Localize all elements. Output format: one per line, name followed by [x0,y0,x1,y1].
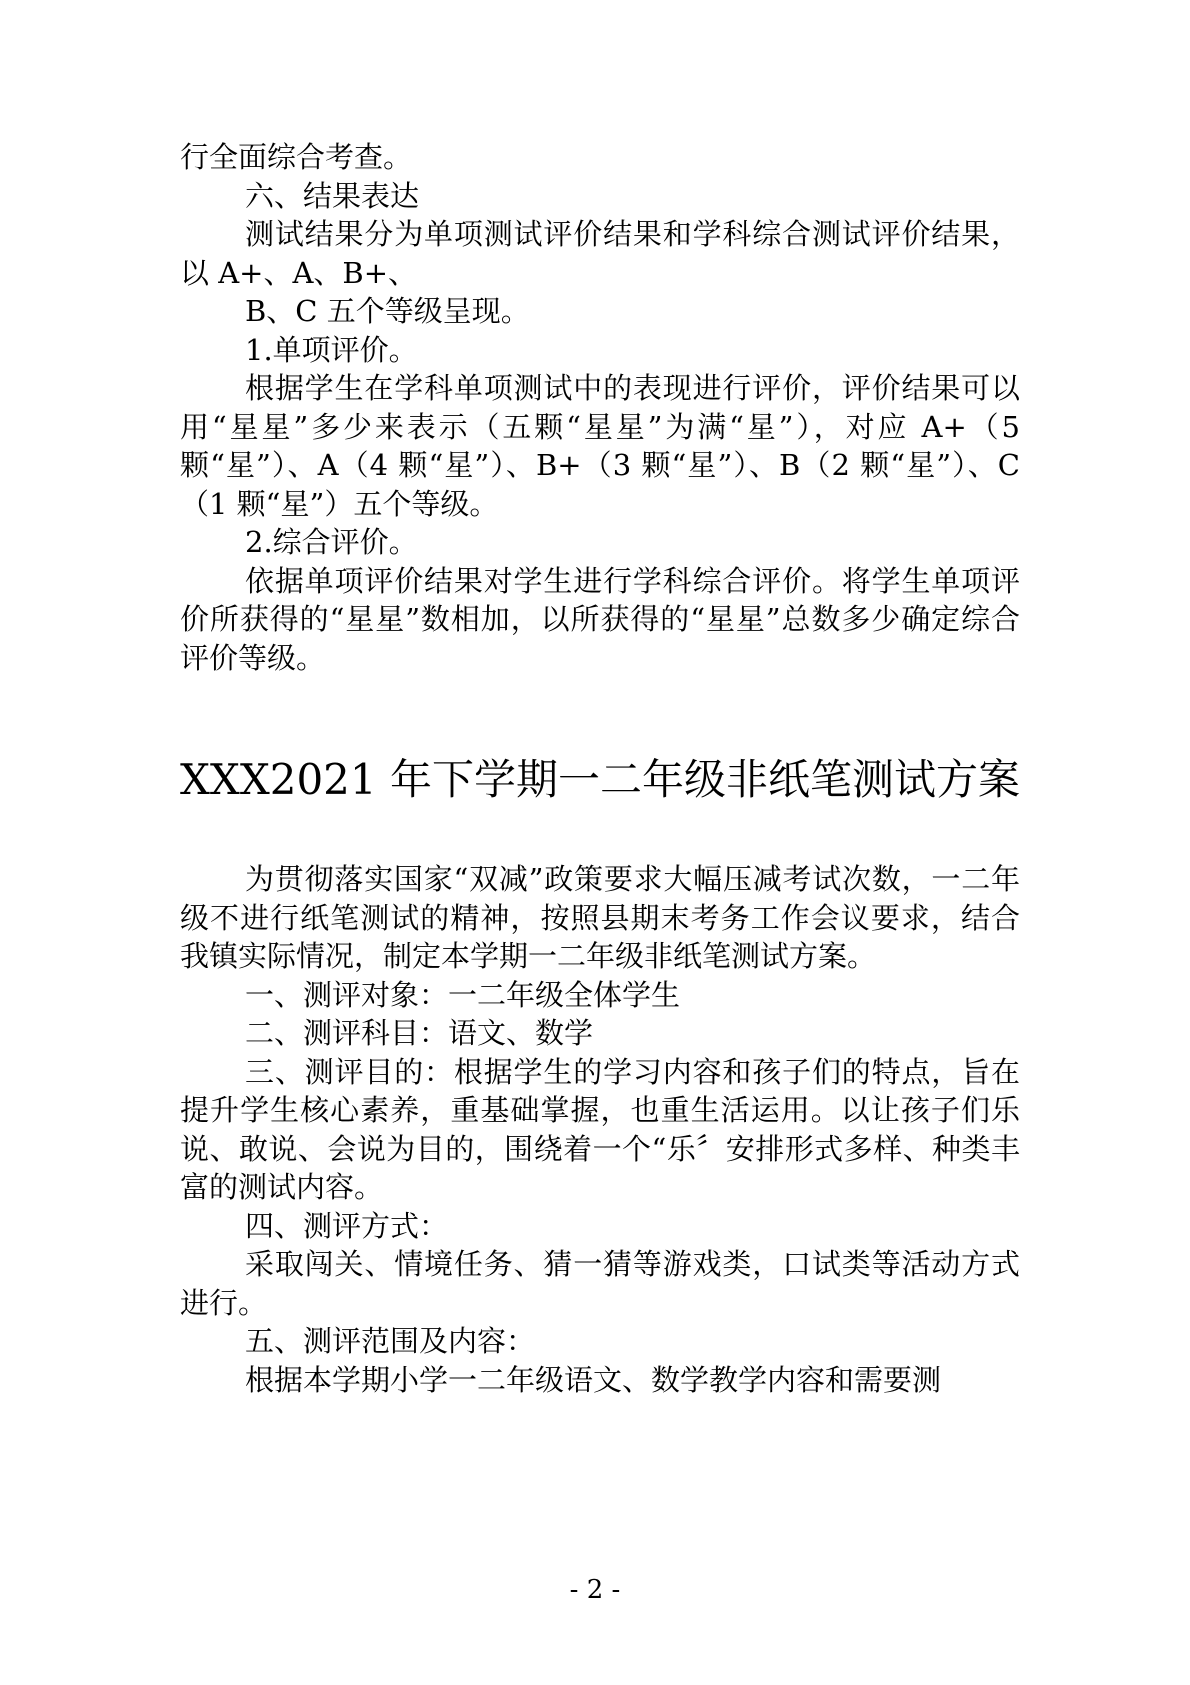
paragraph: 根据本学期小学一二年级语文、数学教学内容和需要测 [245,1362,942,1397]
section-heading: 四、测评方式： [245,1208,449,1243]
section-heading: 二、测评科目：语文、数学 [245,1016,594,1050]
previous-section-body [180,138,1020,677]
section-heading: 一、测评对象：一二年级全体学生 [245,977,681,1012]
page-number: - 2 - [569,1575,621,1605]
paragraph: 行全面综合考查。 [180,140,413,174]
section-heading: 五、测评范围及内容： [245,1324,536,1358]
subsection-heading: 1.单项评价。 [245,332,418,367]
plan-body [180,860,1020,1399]
paragraph: 测试结果分为单项测试评价结果和学科综合测试评价结果，以 A+、A、B+、 [180,217,1020,290]
paragraph: 依据单项评价结果对学生进行学科综合评价。将学生单项评价所获得的“星星”数相加，以所获得的“星星”总数多少确定综合评价等级。 [180,563,1020,675]
section-heading: 六、结果表达 [245,178,420,213]
paragraph: 三、测评目的：根据学生的学习内容和孩子们的特点，旨在提升学生核心素养，重基础掌握，也重生活运用。以让孩子们乐说、敢说、会说为目的，围绕着一个“乐〞安排形式多样、种类丰富的测试内容。 [180,1054,1020,1204]
paragraph: 为贯彻落实国家“双减”政策要求大幅压减考试次数，一二年级不进行纸笔测试的精神，按照县期末考务工作会议要求，结合我镇实际情况，制定本学期一二年级非纸笔测试方案。 [180,862,1020,973]
document-title: XXX2021 年下学期一二年级非纸笔测试方案 [180,755,1020,804]
subsection-heading: 2.综合评价。 [245,525,418,559]
paragraph: 根据学生在学科单项测试中的表现进行评价，评价结果可以用“星星”多少来表示（五颗“星星”为满“星”），对应 A+（5 颗“星”）、A（4 颗“星”）、B+（3 颗“星”）、B（2 颗“星”）、C（1 颗“星”）五个等级。 [180,371,1020,521]
paragraph: B、C 五个等级呈现。 [245,294,530,328]
paragraph: 采取闯关、情境任务、猜一猜等游戏类，口试类等活动方式进行。 [180,1247,1020,1320]
